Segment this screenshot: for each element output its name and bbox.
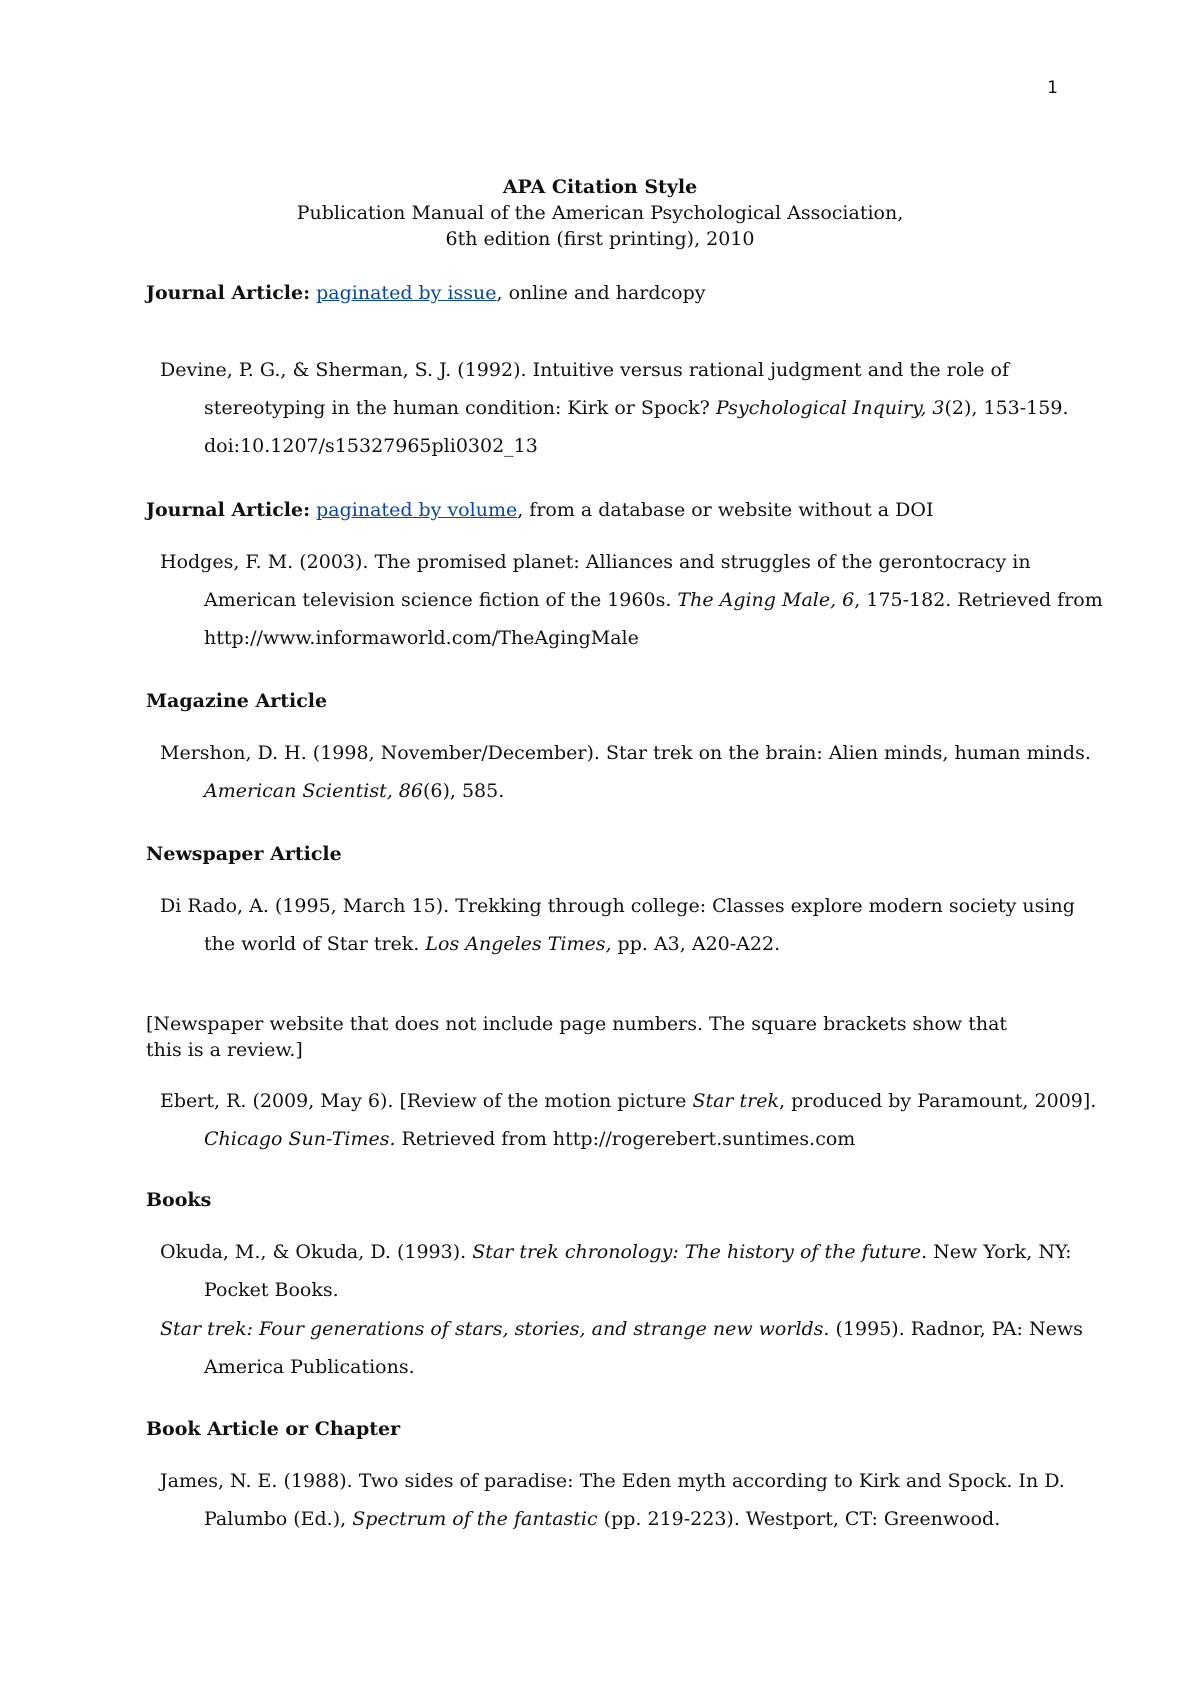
ref-italic: Star trek chronology: The history of the future.	[472, 1241, 928, 1263]
heading-label: Books	[146, 1189, 212, 1211]
heading-label: Magazine Article	[146, 690, 328, 712]
ref-text: Hodges, F. M. (2003). The promised planet: Alliances and struggles of the gerontocracy in American television science fiction of the 1960s.	[160, 551, 1031, 611]
reference-mershon	[160, 734, 1109, 810]
document-title: APA Citation Style	[502, 176, 698, 198]
ref-text: Ebert, R. (2009, May 6). [Review of the motion picture	[160, 1090, 693, 1112]
heading-label: Newspaper Article	[146, 843, 342, 865]
ref-text: , 175-182. Retrieved from http://www.informaworld.com/TheAgingMale	[204, 589, 1103, 649]
ref-text: Mershon, D. H. (1998, November/December). Star trek on the brain: Alien minds, human minds.	[160, 742, 1091, 764]
ref-italic: Star trek: Four generations of stars, stories, and strange new worlds.	[160, 1318, 830, 1340]
ref-text: (6), 585.	[422, 780, 505, 802]
ref-text: New York, NY: Pocket Books.	[204, 1241, 1072, 1301]
reference-hodges	[160, 543, 1109, 657]
subtitle-line-1: Publication Manual of the American Psychological Association,	[296, 202, 904, 224]
subtitle-line-2: 6th edition (first printing), 2010	[445, 228, 755, 250]
reference-ebert	[160, 1082, 1109, 1158]
ref-text: , produced by Paramount, 2009].	[779, 1090, 1097, 1112]
heading-book-chapter	[146, 1418, 400, 1440]
heading-journal-issue	[146, 282, 706, 304]
paginated-by-issue-link[interactable]: paginated by issue	[316, 282, 497, 304]
heading-rest: , from a database or website without a DOI	[517, 499, 934, 521]
page-number: 1	[1047, 78, 1058, 98]
reference-okuda	[160, 1233, 1109, 1309]
heading-newspaper	[146, 843, 342, 865]
reference-james	[160, 1462, 1109, 1538]
ref-italic: Los Angeles Times,	[425, 933, 612, 955]
ref-italic: The Aging Male, 6	[677, 589, 855, 611]
paginated-by-volume-link[interactable]: paginated by volume	[316, 499, 518, 521]
ref-italic: Psychological Inquiry, 3	[715, 397, 945, 419]
title-block	[0, 174, 1200, 252]
heading-label: Journal Article:	[146, 282, 311, 304]
ref-italic: American Scientist, 86	[204, 780, 423, 802]
ref-text: (2), 153-159. doi:10.1207/s15327965pli0302_13	[204, 397, 1069, 457]
ref-text: Okuda, M., & Okuda, D. (1993).	[160, 1241, 473, 1263]
ref-text: Di Rado, A. (1995, March 15). Trekking through college: Classes explore modern society using the world of Star trek.	[160, 895, 1075, 955]
ref-text: (1995). Radnor, PA: News America Publications.	[204, 1318, 1083, 1378]
ref-italic: Spectrum of the fantastic	[352, 1508, 598, 1530]
heading-magazine	[146, 690, 327, 712]
heading-label: Journal Article:	[146, 499, 311, 521]
heading-rest: , online and hardcopy	[496, 282, 706, 304]
ref-italic: Star trek	[692, 1090, 780, 1112]
heading-books	[146, 1189, 211, 1211]
ref-text: pp. A3, A20-A22.	[611, 933, 781, 955]
ref-italic: Chicago Sun-Times.	[204, 1128, 396, 1150]
ref-text: Devine, P. G., & Sherman, S. J. (1992). Intuitive versus rational judgment and the role of stereotyping in the human condition: Kirk or Spock?	[160, 359, 1009, 419]
ref-text: Retrieved from http://rogerebert.suntimes.com	[395, 1128, 856, 1150]
heading-label: Book Article or Chapter	[146, 1418, 401, 1440]
newspaper-note: [Newspaper website that does not include page numbers. The square brackets show that this is a review.]	[146, 1013, 1008, 1061]
reference-devine	[160, 351, 1109, 465]
heading-journal-volume	[146, 499, 933, 521]
reference-star-trek-four-generations	[160, 1310, 1109, 1386]
reference-di-rado	[160, 887, 1109, 963]
ref-text: (pp. 219-223). Westport, CT: Greenwood.	[597, 1508, 1001, 1530]
ref-text: James, N. E. (1988). Two sides of paradise: The Eden myth according to Kirk and Spock. In D. Palumbo (Ed.),	[160, 1470, 1065, 1530]
